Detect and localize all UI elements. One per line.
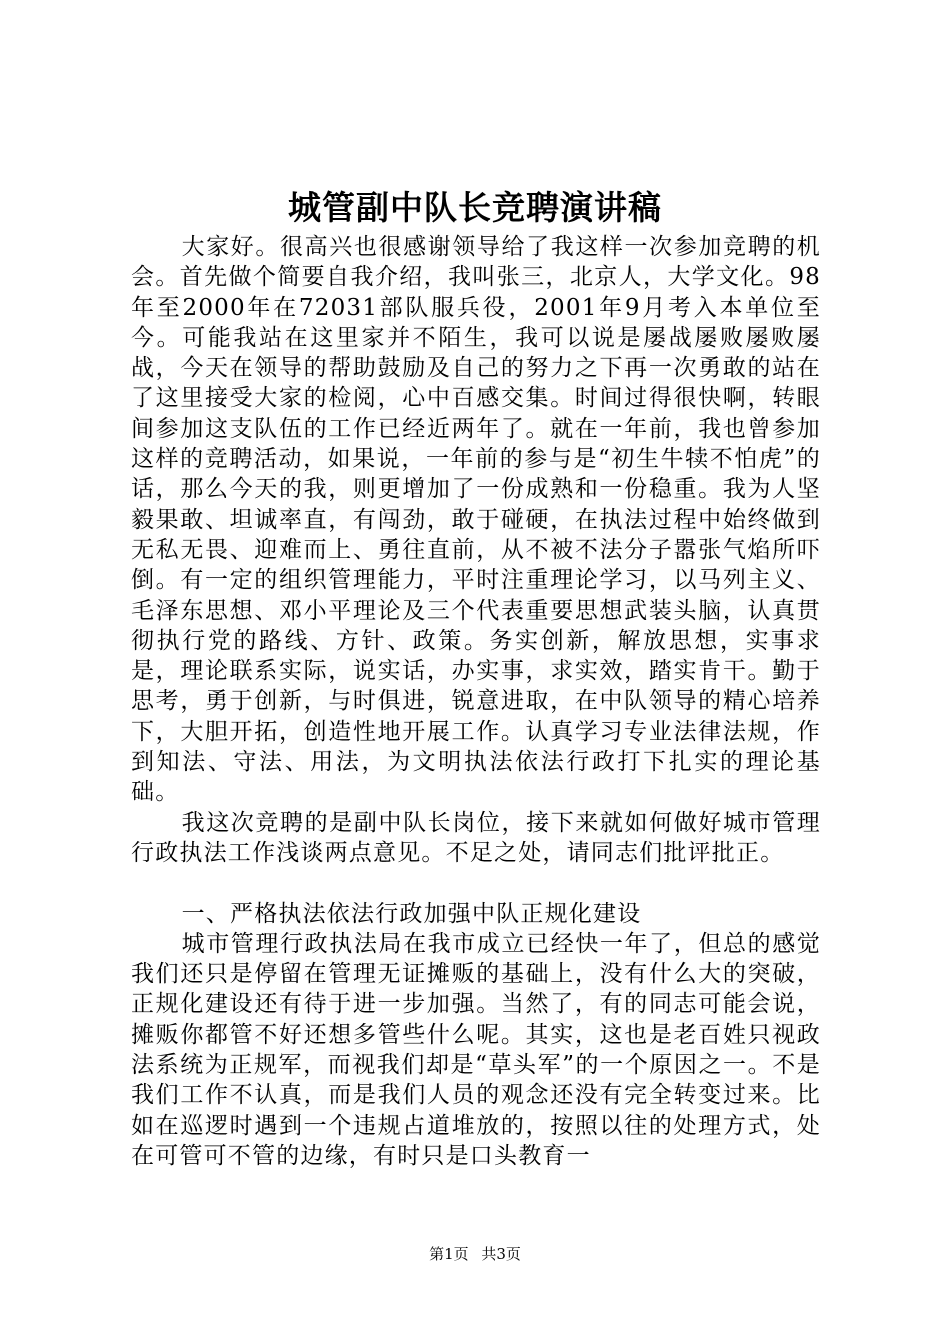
page-footer <box>0 1244 950 1264</box>
document-title: 城管副中队长竞聘演讲稿 <box>288 188 662 227</box>
page-number: 第1页 <box>429 1245 469 1263</box>
position-paragraph: 我这次竞聘的是副中队长岗位，接下来就如何做好城市管理行政执法工作浅谈两点意见。不足之处，请同志们批评批正。 <box>131 809 821 866</box>
section-heading: 一、严格执法依法行政加强中队正规化建设 <box>181 900 642 927</box>
intro-paragraph: 大家好。很高兴也很感谢领导给了我这样一次参加竞聘的机会。首先做个简要自我介绍，我叫张三，北京人，大学文化。98年至2000年在72031部队服兵役，2001年9月考入本单位至今。可能我站在这里家并不陌生，我可以说是屡战屡败屡败屡战，今天在领导的帮助鼓励及自己的努力之下再一次勇敢的站在了这里接受大家的检阅，心中百感交集。时间过得很快啊，转眼间参加这支队伍的工作已经近两年了。就在一年前，我也曾参加这样的竞聘活动，如果说，一年前的参与是“初生牛犊不怕虎”的话，那么今天的我，则更增加了一份成熟和一份稳重。我为人坚毅果敢、坦诚率直，有闯劲，敢于碰硬，在执法过程中始终做到无私无畏、迎难而上、勇往直前，从不被不法分子嚣张气焰所吓倒。有一定的组织管理能力，平时注重理论学习，以马列主义、毛泽东思想、邓小平理论及三个代表重要思想武装头脑，认真贯彻执行党的路线、方针、政策。务实创新，解放思想，实事求是，理论联系实际，说实话，办实事，求实效，踏实肯干。勤于思考，勇于创新，与时俱进，锐意进取，在中队领导的精心培养下，大胆开拓，创造性地开展工作。认真学习专业法律法规，作到知法、守法、用法，为文明执法依法行政打下扎实的理论基础。 <box>131 234 821 806</box>
blank-line <box>131 868 821 898</box>
section-paragraph: 城市管理行政执法局在我市成立已经快一年了，但总的感觉我们还只是停留在管理无证摊贩的基础上，没有什么大的突破，正规化建设还有待于进一步加强。当然了，有的同志可能会说，摊贩你都管不好还想多管些什么呢。其实，这也是老百姓只视政法系统为正规军，而视我们却是“草头军”的一个原因之一。不是我们工作不认真，而是我们人员的观念还没有完全转变过来。比如在巡逻时遇到一个违规占道堆放的，按照以往的处理方式，处在可管可不管的边缘，有时只是口头教育一 <box>131 930 821 1169</box>
page-total: 共3页 <box>481 1245 521 1263</box>
document-body <box>131 232 821 1171</box>
